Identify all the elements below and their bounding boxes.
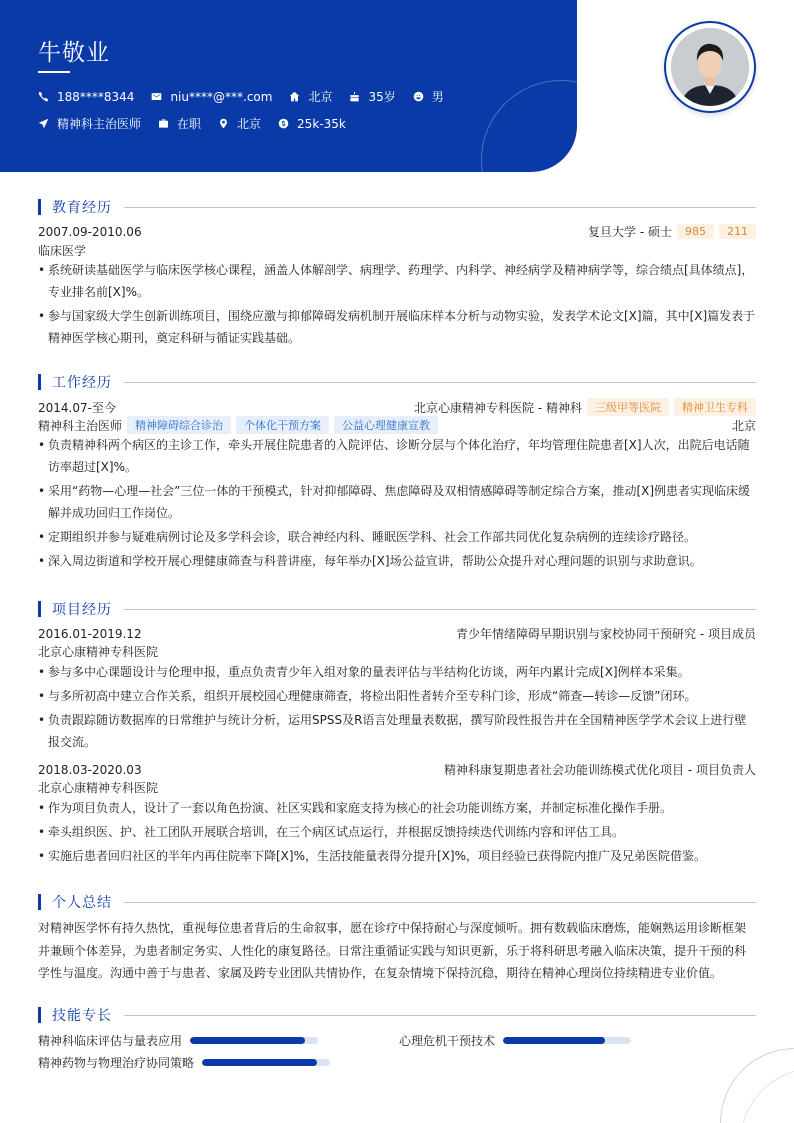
skill-bar bbox=[190, 1037, 318, 1044]
project-name-role: 青少年情绪障碍早期识别与家校协同干预研究 - 项目成员 bbox=[456, 627, 756, 641]
decorative-ring bbox=[481, 80, 577, 172]
skill-name: 精神科临床评估与量表应用 bbox=[38, 1034, 183, 1048]
project-org-row bbox=[38, 779, 756, 796]
project-org-row bbox=[38, 643, 756, 660]
education-major: 临床医学 bbox=[38, 244, 87, 258]
section-title-work bbox=[38, 372, 756, 392]
section-label: 项目经历 bbox=[52, 602, 112, 618]
position-text: 精神科主治医师 bbox=[57, 117, 142, 131]
section-divider bbox=[124, 207, 756, 208]
gender-text: 男 bbox=[431, 90, 444, 104]
education-major-row bbox=[38, 242, 756, 259]
work-header bbox=[38, 398, 756, 416]
send-icon bbox=[38, 118, 49, 129]
list-item: • 作为项目负责人，设计了一套以角色扮演、社区实践和家庭支持为核心的社会功能训练方案，并制定标准化操作手册。 bbox=[38, 797, 756, 819]
project-period: 2016.01-2019.12 bbox=[38, 626, 142, 641]
project-period: 2018.03-2020.03 bbox=[38, 762, 142, 777]
name-underline bbox=[38, 71, 70, 73]
education-school: 复旦大学 - 硕士 bbox=[588, 225, 672, 239]
skill-item bbox=[38, 1054, 330, 1071]
skill-name: 精神药物与物理治疗协同策略 bbox=[38, 1056, 195, 1070]
work-skill-tag: 精神障碍综合诊治 bbox=[127, 416, 231, 434]
section-title-education bbox=[38, 197, 756, 217]
education-bullets bbox=[38, 259, 756, 351]
job-intent-row bbox=[38, 115, 363, 132]
cake-icon bbox=[349, 91, 360, 102]
section-label: 工作经历 bbox=[52, 375, 112, 391]
project-name-role: 精神科康复期患者社会功能训练模式优化项目 - 项目负责人 bbox=[444, 763, 756, 777]
skill-bar-fill bbox=[190, 1037, 305, 1044]
location-info bbox=[218, 115, 261, 132]
skill-item bbox=[399, 1032, 631, 1049]
section-marker bbox=[38, 601, 41, 617]
education-period: 2007.09-2010.06 bbox=[38, 224, 142, 239]
gender-info bbox=[413, 88, 444, 105]
education-tag: 211 bbox=[719, 224, 756, 239]
person-icon bbox=[671, 28, 749, 106]
phone-info bbox=[38, 90, 134, 104]
list-item: • 参与国家级大学生创新训练项目，围绕应激与抑郁障碍发病机制开展临床样本分析与动物实验，发表学术论文[X]篇，其中[X]篇发表于精神医学核心期刊，奠定科研与循证实践基础。 bbox=[38, 305, 756, 349]
work-title: 精神科主治医师 bbox=[38, 418, 123, 433]
age-info bbox=[349, 88, 395, 105]
work-org: 北京心康精神专科医院 - 精神科 bbox=[414, 400, 582, 415]
phone-icon bbox=[38, 91, 49, 102]
section-marker bbox=[38, 199, 41, 215]
position-info bbox=[38, 115, 141, 132]
section-label: 技能专长 bbox=[52, 1008, 112, 1024]
list-item: • 与多所初高中建立合作关系，组织开展校园心理健康筛查，将检出阳性者转介至专科门诊，形成“筛查—转诊—反馈”闭环。 bbox=[38, 685, 756, 707]
work-org-tag: 三级甲等医院 bbox=[587, 398, 669, 416]
salary-info bbox=[278, 117, 346, 131]
work-title-row bbox=[38, 416, 756, 434]
section-marker bbox=[38, 374, 41, 390]
work-skill-tag: 公益心理健康宣教 bbox=[334, 416, 438, 434]
location-pin-icon bbox=[218, 118, 229, 129]
section-title-skills bbox=[38, 1005, 756, 1025]
email-info bbox=[151, 90, 272, 104]
location-text: 北京 bbox=[237, 117, 262, 131]
list-item: • 负责跟踪随访数据库的日常维护与统计分析，运用SPSS及R语言处理量表数据，撰写阶段性报告并在全国精神医学学术会议上进行壁报交流。 bbox=[38, 709, 756, 753]
skill-item bbox=[38, 1032, 318, 1049]
briefcase-icon bbox=[158, 118, 169, 129]
age-text: 35岁 bbox=[368, 90, 396, 104]
skill-bar bbox=[503, 1037, 631, 1044]
work-org-tag: 精神卫生专科 bbox=[674, 398, 756, 416]
list-item: • 牵头组织医、护、社工团队开展联合培训，在三个病区试点运行，并根据反馈持续迭代训练内容和评估工具。 bbox=[38, 821, 756, 843]
list-item: • 参与多中心课题设计与伦理申报，重点负责青少年入组对象的量表评估与半结构化访谈，两年内累计完成[X]例样本采集。 bbox=[38, 661, 756, 683]
list-item: • 系统研读基础医学与临床医学核心课程，涵盖人体解剖学、病理学、药理学、内科学、神经病学及精神病学等，综合绩点[具体绩点]，专业排名前[X]%。 bbox=[38, 259, 756, 303]
project-org: 北京心康精神专科医院 bbox=[38, 645, 159, 659]
section-divider bbox=[124, 902, 756, 903]
section-label: 教育经历 bbox=[52, 200, 112, 216]
home-icon bbox=[289, 91, 300, 102]
list-item: • 采用“药物—心理—社会”三位一体的干预模式，针对抑郁障碍、焦虑障碍及双相情感障碍等制定综合方案，推动[X]例患者实现临床缓解并成功回归工作岗位。 bbox=[38, 480, 756, 524]
section-divider bbox=[124, 382, 756, 383]
phone-text: 188****8344 bbox=[57, 89, 135, 104]
list-item: • 深入周边街道和学校开展心理健康筛查与科普讲座，每年举办[X]场公益宣讲，帮助公众提升对心理问题的识别与求助意识。 bbox=[38, 550, 756, 572]
smile-icon bbox=[413, 91, 424, 102]
skill-bar-fill bbox=[202, 1059, 317, 1066]
list-item: • 实施后患者回归社区的半年内再住院率下降[X]%，生活技能量表得分提升[X]%，项目经验已获得院内推广及兄弟医院借鉴。 bbox=[38, 845, 756, 867]
list-item: • 定期组织并参与疑难病例讨论及多学科会诊，联合神经内科、睡眠医学科、社会工作部共同优化复杂病例的连续诊疗路径。 bbox=[38, 526, 756, 548]
money-icon bbox=[278, 118, 289, 129]
project-org: 北京心康精神专科医院 bbox=[38, 781, 159, 795]
project-bullets bbox=[38, 661, 756, 755]
skill-name: 心理危机干预技术 bbox=[399, 1034, 496, 1048]
contact-row bbox=[38, 88, 461, 105]
header-banner bbox=[0, 0, 577, 172]
summary-text: 对精神医学怀有持久热忱，重视每位患者背后的生命叙事，愿在诊疗中保持耐心与深度倾听。拥有数载临床磨炼，能娴熟运用诊断框架并兼顾个体差异，为患者制定务实、人性化的康复路径。日常注重循证实践与知识更新，乐于将科研思考融入临床决策，提升干预的科学性与温度。沟通中善于与患者、家属及跨专业团队共情协作，在复杂情境下保持沉稳，期待在精神心理岗位持续精进专业价值。 bbox=[38, 921, 747, 980]
work-city: 北京 bbox=[731, 418, 756, 433]
section-title-summary bbox=[38, 892, 756, 912]
education-header bbox=[38, 223, 756, 240]
avatar-photo bbox=[671, 28, 749, 106]
project-header bbox=[38, 625, 756, 642]
salary-text: 25k-35k bbox=[297, 116, 346, 131]
education-tag: 985 bbox=[677, 224, 714, 239]
email-text: niu****@***.com bbox=[170, 89, 273, 104]
skill-bar bbox=[202, 1059, 330, 1066]
section-marker bbox=[38, 894, 41, 910]
home-info bbox=[289, 88, 332, 105]
section-divider bbox=[124, 609, 756, 610]
work-skill-tag: 个体化干预方案 bbox=[236, 416, 329, 434]
section-title-project bbox=[38, 599, 756, 619]
skill-bar-fill bbox=[503, 1037, 605, 1044]
section-label: 个人总结 bbox=[52, 895, 112, 911]
mail-icon bbox=[151, 91, 162, 102]
work-bullets bbox=[38, 434, 756, 574]
avatar-frame bbox=[664, 21, 756, 113]
section-divider bbox=[124, 1015, 756, 1016]
work-period: 2014.07-至今 bbox=[38, 400, 116, 415]
list-item: • 负责精神科两个病区的主诊工作，牵头开展住院患者的入院评估、诊断分层与个体化治疗，年均管理住院患者[X]人次，出院后电话随访率超过[X]%。 bbox=[38, 434, 756, 478]
project-header bbox=[38, 761, 756, 778]
candidate-name: 牛敬业 bbox=[38, 40, 110, 66]
project-bullets bbox=[38, 797, 756, 869]
section-marker bbox=[38, 1007, 41, 1023]
status-text: 在职 bbox=[177, 117, 202, 131]
home-city-text: 北京 bbox=[308, 90, 333, 104]
status-info bbox=[158, 115, 201, 132]
